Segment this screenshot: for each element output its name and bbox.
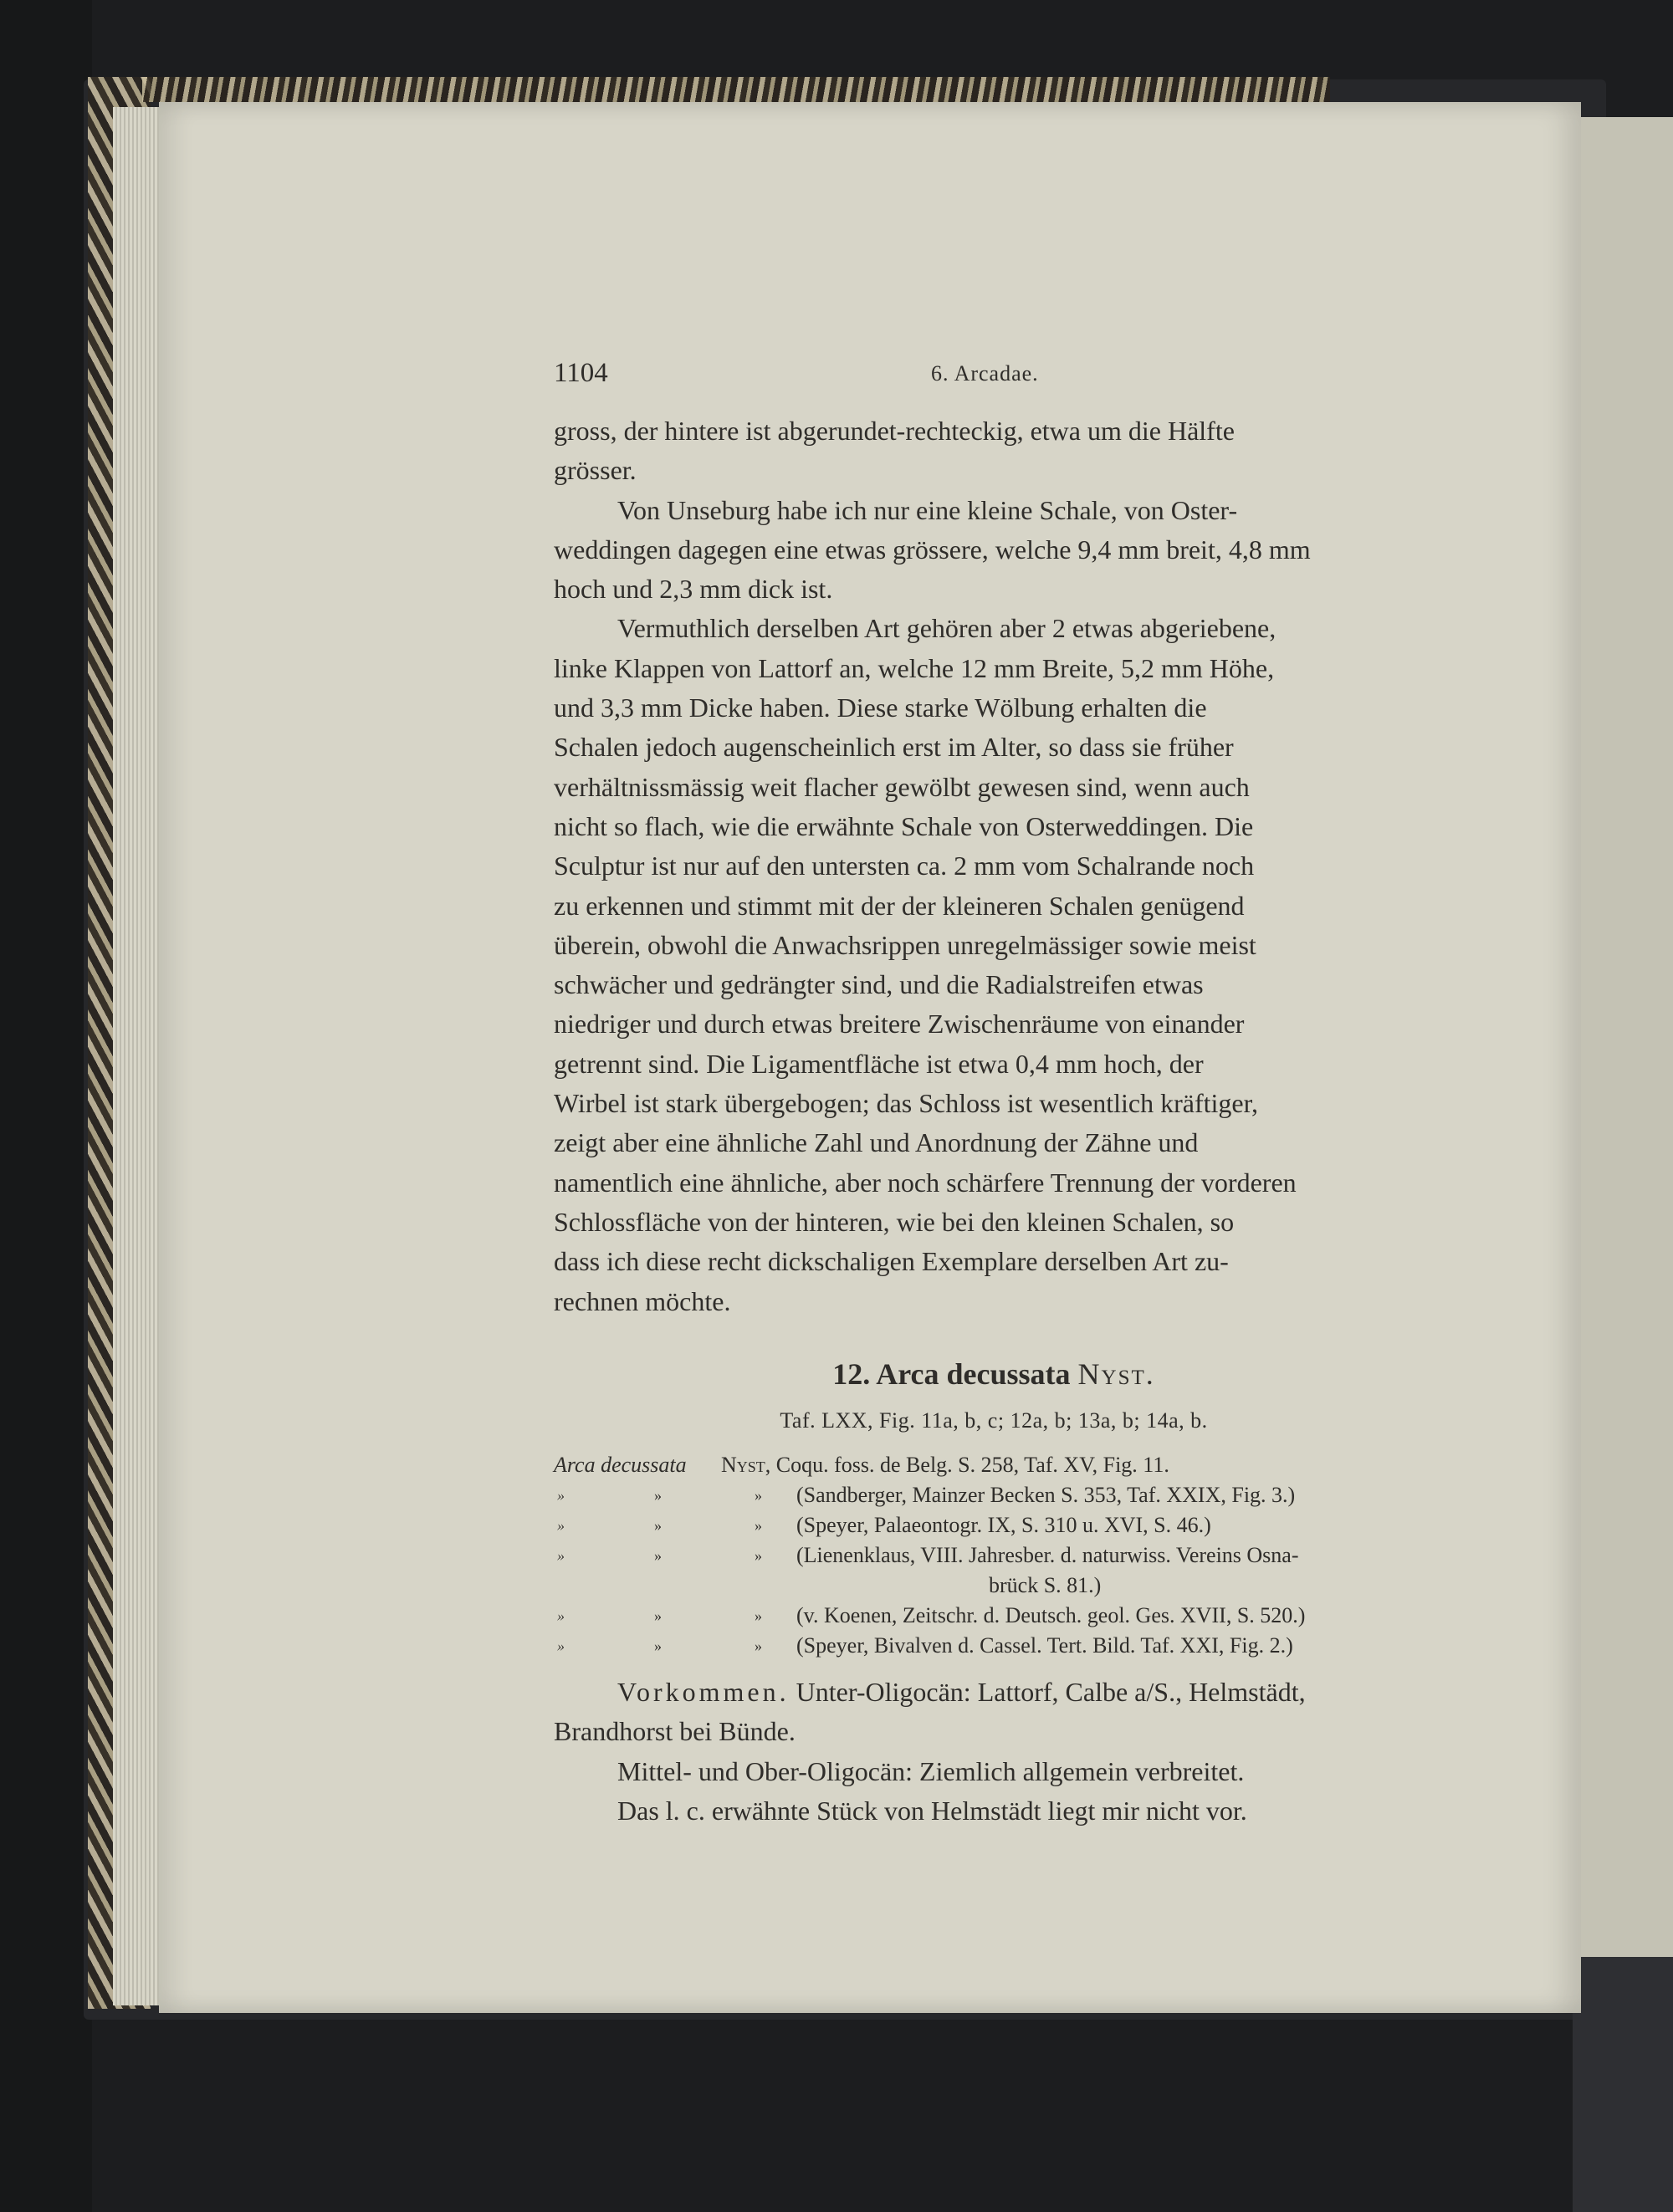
ditto-mark: »	[654, 1517, 662, 1534]
synonym-reference: Coqu. foss. de Belg. S. 258, Taf. XV, Fig. 11.	[775, 1453, 1169, 1477]
text-line: Das l. c. erwähnte Stück von Helmstädt liegt mir nicht vor.	[617, 1795, 1247, 1826]
text-line: niedriger und durch etwas breitere Zwischenräume von einander	[554, 1009, 1245, 1040]
text-line: verhältnissmässig weit flacher gewölbt gewesen sind, wenn auch	[554, 771, 1250, 802]
species-author: Nyst.	[1077, 1357, 1155, 1391]
ditto-mark: »	[654, 1547, 662, 1564]
text-line: überein, obwohl die Anwachsrippen unregelmässiger sowie meist	[554, 929, 1256, 960]
text-line: Vermuthlich derselben Art gehören aber 2 etwas abgeriebene,	[617, 613, 1276, 644]
species-heading	[554, 1356, 1434, 1392]
synonymy-entry	[554, 1540, 1440, 1571]
synonym-reference: (Lienenklaus, VIII. Jahresber. d. naturwiss. Vereins Osna-	[796, 1543, 1299, 1567]
text-line: zu erkennen und stimmt mit der der kleineren Schalen genügend	[554, 890, 1245, 921]
text-line: schwächer und gedrängter sind, und die Radialstreifen etwas	[554, 969, 1204, 1000]
ditto-mark: »	[557, 1487, 565, 1504]
page-stack	[113, 107, 163, 2005]
facing-page-edge	[1577, 117, 1673, 1957]
synonym-reference: (v. Koenen, Zeitschr. d. Deutsch. geol. Ges. XVII, S. 520.)	[796, 1603, 1306, 1627]
text-line: dass ich diese recht dickschaligen Exemplare derselben Art zu-	[554, 1246, 1229, 1277]
text-line: gross, der hintere ist abgerundet-rechteckig, etwa um die Hälfte	[554, 416, 1235, 446]
synonym-name: Arca decussata	[554, 1453, 687, 1477]
synonym-reference: (Speyer, Palaeontogr. IX, S. 310 u. XVI, S. 46.)	[796, 1513, 1211, 1537]
marbled-edge-top	[142, 77, 1330, 102]
ditto-mark: »	[755, 1517, 762, 1534]
body-text	[554, 411, 1434, 1321]
text-line: Mittel- und Ober-Oligocän: Ziemlich allgemein verbreitet.	[617, 1755, 1245, 1786]
ditto-mark: »	[557, 1607, 565, 1624]
text-line: und 3,3 mm Dicke haben. Diese starke Wölbung erhalten die	[554, 692, 1207, 723]
synonymy-entry-continued	[554, 1571, 1440, 1601]
text-line: hoch und 2,3 mm dick ist.	[554, 574, 833, 605]
occurrence-section	[554, 1673, 1434, 1831]
plate-reference: Taf. LXX, Fig. 11a, b, c; 12a, b; 13a, b; 14a, b.	[780, 1408, 1208, 1433]
ditto-mark: »	[755, 1637, 762, 1654]
text-line: namentlich eine ähnliche, aber noch schärfere Trennung der vorderen	[554, 1167, 1297, 1198]
ditto-mark: »	[654, 1607, 662, 1624]
synonymy-list	[554, 1450, 1440, 1661]
synonym-reference: (Sandberger, Mainzer Becken S. 353, Taf. XXIX, Fig. 3.)	[796, 1483, 1296, 1507]
text-line: grösser.	[554, 455, 637, 486]
text-line: rechnen möchte.	[554, 1285, 731, 1316]
species-name: Arca decussata	[876, 1357, 1071, 1391]
text-line: Schlossfläche von der hinteren, wie bei den kleinen Schalen, so	[554, 1206, 1235, 1237]
synonymy-entry	[554, 1510, 1440, 1540]
running-title: 6. Arcadae.	[931, 361, 1039, 386]
synonym-reference-continued: brück S. 81.)	[989, 1573, 1102, 1597]
occurrence-text: Unter-Oligocän: Lattorf, Calbe a/S., Helmstädt,	[796, 1677, 1306, 1707]
text-line: nicht so flach, wie die erwähnte Schale von Osterweddingen. Die	[554, 810, 1254, 841]
ditto-mark: »	[654, 1637, 662, 1654]
ditto-mark: »	[755, 1547, 762, 1564]
occurrence-label: Vorkommen.	[617, 1677, 790, 1707]
text-line: Wirbel ist stark übergebogen; das Schloss ist wesentlich kräftiger,	[554, 1088, 1258, 1119]
synonymy-entry	[554, 1450, 1440, 1480]
text-line: Brandhorst bei Bünde.	[554, 1716, 796, 1747]
running-head	[554, 358, 1434, 391]
text-line: Schalen jedoch augenscheinlich erst im Alter, so dass sie früher	[554, 732, 1234, 763]
dark-strip	[1573, 1957, 1673, 2212]
synonymy-entry	[554, 1601, 1440, 1631]
synonym-reference: (Speyer, Bivalven d. Cassel. Tert. Bild. Taf. XXI, Fig. 2.)	[796, 1633, 1293, 1658]
ditto-mark: »	[654, 1487, 662, 1504]
dark-background	[0, 0, 92, 2212]
ditto-mark: »	[755, 1487, 762, 1504]
synonym-author: Nyst,	[721, 1453, 771, 1477]
text-line: zeigt aber eine ähnliche Zahl und Anordnung der Zähne und	[554, 1127, 1199, 1158]
ditto-mark: »	[557, 1547, 565, 1564]
text-line: getrennt sind. Die Ligamentfläche ist etwa 0,4 mm hoch, der	[554, 1048, 1204, 1079]
text-line	[554, 1673, 1434, 1712]
ditto-mark: »	[557, 1637, 565, 1654]
ditto-mark: »	[755, 1607, 762, 1624]
text-line: linke Klappen von Lattorf an, welche 12 mm Breite, 5,2 mm Höhe,	[554, 652, 1275, 683]
text-line: Sculptur ist nur auf den untersten ca. 2 mm vom Schalrande noch	[554, 851, 1255, 881]
ditto-mark: »	[557, 1517, 565, 1534]
species-number: 12.	[832, 1357, 871, 1391]
text-line: weddingen dagegen eine etwas grössere, welche 9,4 mm breit, 4,8 mm	[554, 534, 1311, 564]
synonymy-entry	[554, 1480, 1440, 1510]
synonymy-entry	[554, 1631, 1440, 1661]
text-line: Von Unseburg habe ich nur eine kleine Schale, von Oster-	[617, 494, 1238, 525]
page-number: 1104	[554, 358, 608, 388]
